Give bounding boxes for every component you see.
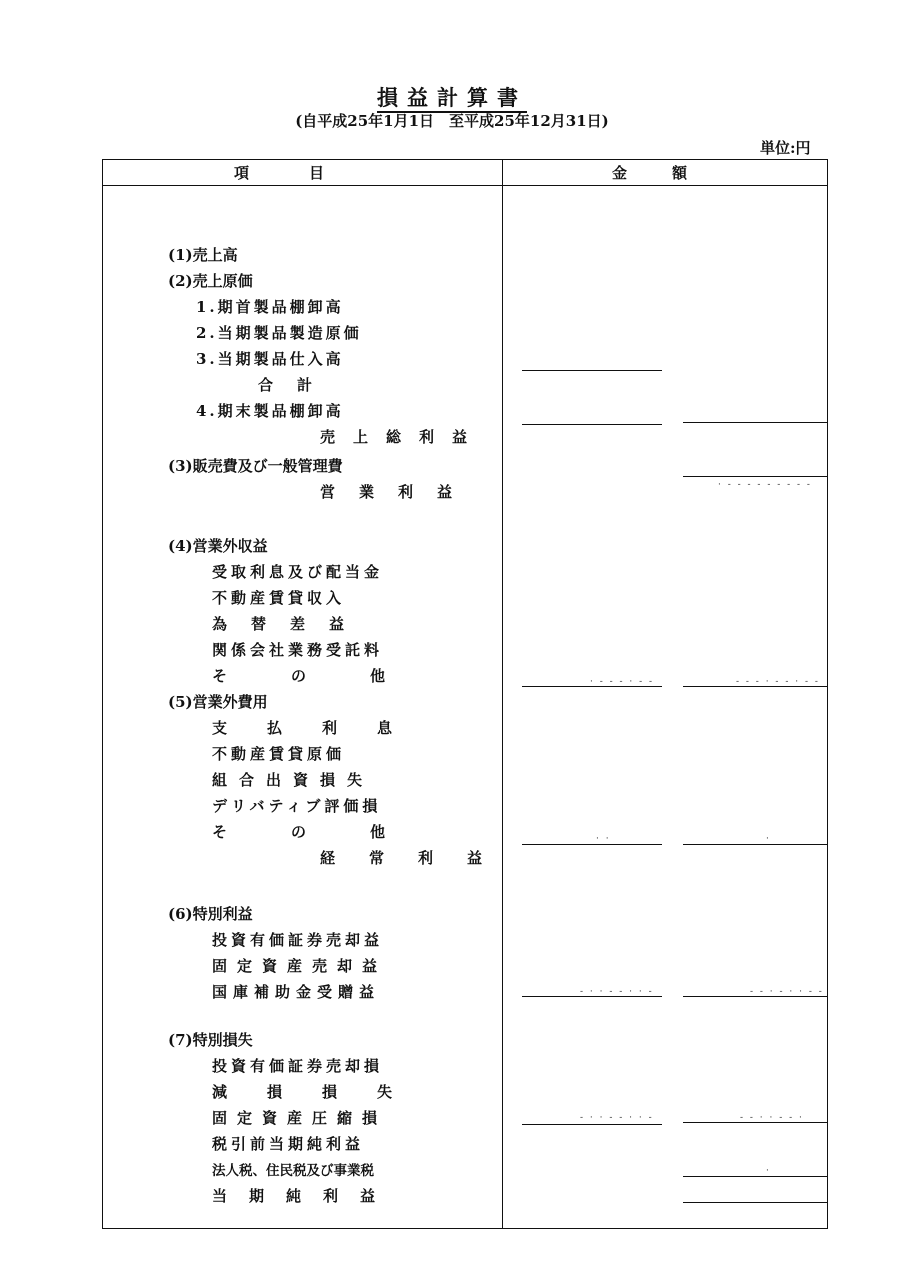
row-subtotal: 合計 [258, 376, 337, 394]
rule-line [683, 1202, 828, 1203]
row-other-income: その他 [212, 667, 450, 685]
item-column-header: 項 目 [234, 164, 325, 182]
redacted-mark: · - - - · - - [590, 677, 655, 687]
rule-line [683, 476, 828, 477]
redacted-mark: - - · - · · - - [750, 987, 824, 997]
row-non-op-income: (4)営業外収益 [168, 537, 268, 555]
row-pretax-income: 税引前当期純利益 [212, 1135, 365, 1153]
column-divider [502, 159, 503, 1229]
row-beginning-inventory: 1.期首製品棚卸高 [196, 298, 344, 316]
redacted-mark: - - - · - - · - - [736, 677, 820, 687]
row-fx-gain: 為替差益 [212, 615, 369, 633]
row-rental-cost: 不動産賃貸原価 [212, 745, 346, 763]
row-extraordinary-loss: (7)特別損失 [168, 1031, 253, 1049]
redacted-mark: · [766, 834, 771, 844]
rule-line [522, 424, 662, 425]
header-divider [102, 185, 828, 186]
row-ending-inventory: 4.期末製品棚卸高 [196, 402, 344, 420]
row-non-op-expense: (5)営業外費用 [168, 693, 268, 711]
row-affiliate-fee: 関係会社業務受託料 [212, 641, 384, 659]
row-operating-profit: 営業利益 [320, 483, 477, 501]
row-interest-paid: 支払利息 [212, 719, 433, 737]
redacted-mark: · - - - - - - - - - [718, 480, 812, 490]
rule-line [683, 1176, 828, 1177]
row-cost-of-sales: (2)売上原価 [168, 272, 253, 290]
redacted-mark: - - · · - - · [740, 1113, 804, 1123]
row-extraordinary-income: (6)特別利益 [168, 905, 253, 923]
row-rental-income: 不動産賃貸収入 [212, 589, 346, 607]
row-fixed-asset-gain: 固定資産売却益 [212, 957, 388, 975]
fiscal-period: (自平成25年1月1日 至平成25年12月31日) [295, 112, 609, 130]
row-partnership-loss: 組合出資損失 [212, 771, 375, 789]
row-sga: (3)販売費及び一般管理費 [168, 457, 343, 475]
redacted-mark: - · · - - · · - [580, 987, 654, 997]
row-derivative-loss: デリバティブ評価損 [212, 797, 382, 815]
row-interest-dividends: 受取利息及び配当金 [212, 563, 384, 581]
row-impairment: 減損損失 [212, 1083, 433, 1101]
row-manufacturing-cost: 2.当期製品製造原価 [196, 324, 362, 342]
amount-column-header: 金 額 [612, 164, 688, 182]
rule-line [522, 1124, 662, 1125]
row-other-expense: その他 [212, 823, 450, 841]
row-purchases: 3.当期製品仕入高 [196, 350, 344, 368]
rule-line [522, 844, 662, 845]
redacted-mark: - · · - - · · - [580, 1113, 654, 1123]
row-gross-profit: 売上総利益 [320, 428, 486, 446]
row-securities-gain: 投資有価証券売却益 [212, 931, 384, 949]
rule-line [522, 370, 662, 371]
rule-line [683, 422, 828, 423]
rule-line [683, 844, 828, 845]
row-ordinary-profit: 経常利益 [320, 849, 517, 867]
row-taxes: 法人税、住民税及び事業税 [212, 1163, 374, 1179]
row-subsidy: 国庫補助金受贈益 [212, 983, 381, 1001]
redacted-mark: · · [596, 834, 611, 844]
row-sales: (1)売上高 [168, 246, 238, 264]
row-net-income: 当期純利益 [212, 1187, 398, 1205]
row-compression-loss: 固定資産圧縮損 [212, 1109, 388, 1127]
redacted-mark: · [766, 1166, 771, 1176]
unit-label: 単位:円 [760, 139, 811, 157]
document-title: 損益計算書 [0, 82, 904, 112]
row-securities-loss: 投資有価証券売却損 [212, 1057, 384, 1075]
